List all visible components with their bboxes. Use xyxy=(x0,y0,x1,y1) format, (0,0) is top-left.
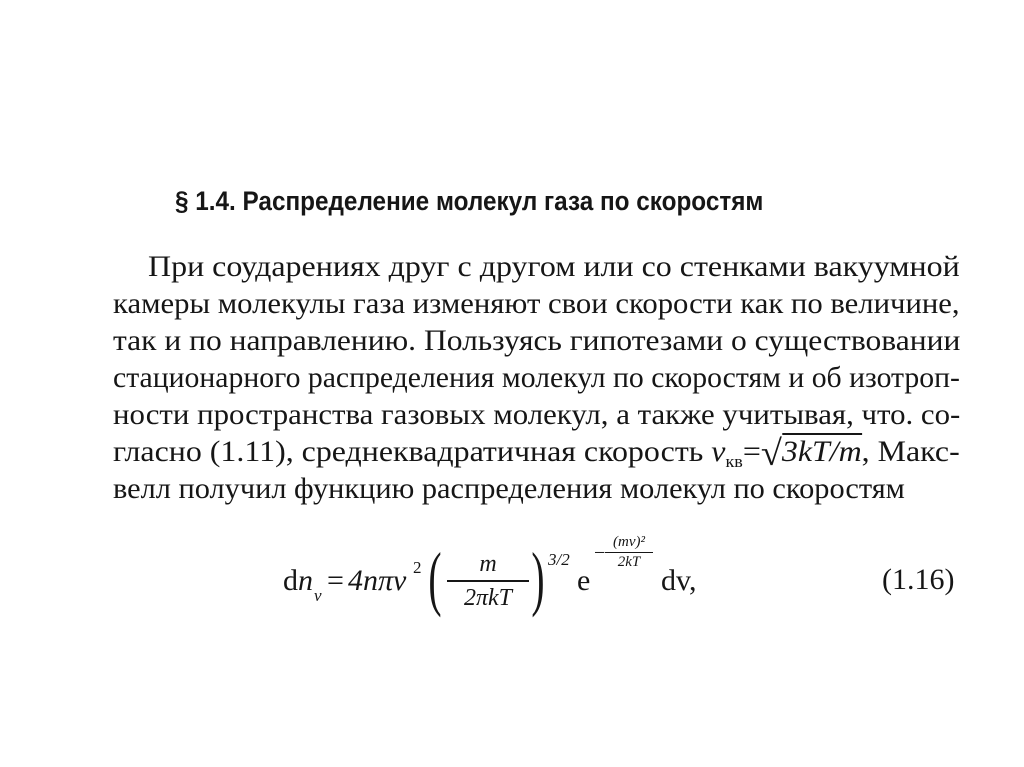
paragraph-line-2: камеры молекулы газа изменяют свои скорости как по величине, xyxy=(113,287,960,320)
formula-d: d xyxy=(283,564,298,597)
fraction-numerator: m xyxy=(479,551,497,577)
exponent-numerator: (mv)² xyxy=(613,534,645,550)
paragraph-line-5: ности пространства газовых молекул, а также учитывая, что. со- xyxy=(113,398,961,431)
line-6-tail: , Макс- xyxy=(861,435,960,468)
formula-coefficient: 4nπv xyxy=(348,564,407,597)
paragraph-line-7: велл получил функцию распределения молекул по скоростям xyxy=(113,472,905,505)
formula-v-squared: 2 xyxy=(413,558,422,577)
paragraph-line-4: стационарного распределения молекул по скоростям и об изотроп- xyxy=(113,361,960,394)
formula-equals: = xyxy=(327,564,344,597)
right-parenthesis: ) xyxy=(531,538,545,618)
velocity-symbol: v xyxy=(711,435,726,468)
formula-power: 3/2 xyxy=(548,550,570,569)
formula-exponential-base: e xyxy=(577,564,591,597)
exponent-bar xyxy=(605,552,653,553)
exponent-fraction xyxy=(605,534,653,571)
equals-sign: = xyxy=(742,435,761,468)
fraction-bar xyxy=(447,580,529,582)
sqrt-symbol: √ xyxy=(760,433,782,473)
line-6-text: гласно (1.11), среднеквадратичная скорость xyxy=(113,435,712,468)
formula-n: n xyxy=(298,564,313,597)
exponent-minus: − xyxy=(594,542,606,564)
left-parenthesis: ( xyxy=(428,538,442,618)
formula-n-subscript: v xyxy=(314,586,322,605)
formula-tail: dv, xyxy=(661,564,697,597)
equation-number: (1.16) xyxy=(882,563,955,596)
mass-fraction xyxy=(447,550,529,612)
paragraph-line-3: так и по направлению. Пользуясь гипотезами о существовании xyxy=(113,324,961,357)
fraction-denominator: 2πkT xyxy=(463,585,513,611)
paragraph-line-1: При соударениях друг с другом или со стенками вакуумной xyxy=(148,250,960,283)
section-heading: § 1.4. Распределение молекул газа по скоростям xyxy=(175,186,764,216)
velocity-subscript: кв xyxy=(725,452,743,471)
exponent-denominator: 2kT xyxy=(617,554,641,570)
sqrt-radicand: 3kT/m xyxy=(781,435,862,468)
